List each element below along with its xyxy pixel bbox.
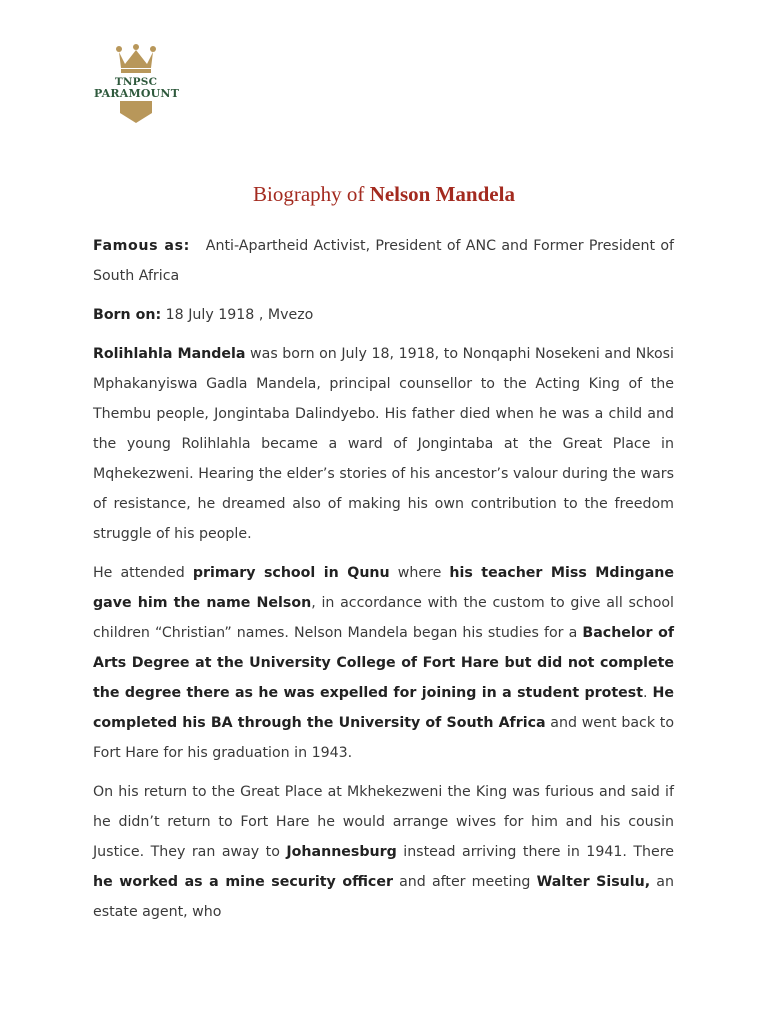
born-on-line <box>93 300 674 330</box>
para2-text-4: . <box>643 685 653 701</box>
para3-bold-2: he worked as a mine security officer <box>93 874 393 890</box>
logo-text-line1: TNPSC <box>114 76 158 88</box>
crown-icon <box>115 44 157 74</box>
paragraph-1 <box>93 339 674 549</box>
born-on-label: Born on: <box>93 307 162 323</box>
para2-bold-4: He completed his BA through the University of South Africa <box>93 685 674 731</box>
famous-as-label: Famous as: <box>93 238 190 254</box>
page-title <box>0 182 768 207</box>
document-body <box>93 231 674 936</box>
para3-text-4: an estate agent, who <box>93 874 674 920</box>
title-prefix: Biography of <box>253 182 370 206</box>
para3-text-3: and after meeting <box>392 874 537 890</box>
para2-bold-3: Bachelor of Arts Degree at the University College of Fort Hare but did not complete the degree there as he was expelled for joining in a student protest <box>93 625 674 701</box>
para3-bold-3: Walter Sisulu, <box>536 874 651 890</box>
paragraph-3 <box>93 777 674 927</box>
para3-bold-1: Johannesburg <box>286 844 397 860</box>
famous-as-line <box>93 231 674 291</box>
para2-text-2: where <box>389 565 450 581</box>
para2-text-1: He attended <box>93 565 193 581</box>
title-name: Nelson Mandela <box>369 182 515 206</box>
para3-text-1: On his return to the Great Place at Mkhekezweni the King was furious and said if he didn’t return to Fort Hare he would arrange wives for him and his cousin Justice. They ran away to <box>93 784 674 860</box>
shield-base-icon <box>118 101 154 123</box>
para2-text-3: , in accordance with the custom to give all school children “Christian” names. Nelson Mandela began his studies for a <box>93 595 674 641</box>
logo <box>94 44 178 124</box>
famous-as-value: Anti-Apartheid Activist, President of ANC and Former President of South Africa <box>93 238 675 284</box>
born-on-value: 18 July 1918 , Mvezo <box>165 307 314 323</box>
para1-bold-name: Rolihlahla Mandela <box>93 346 246 362</box>
para2-bold-1: primary school in Qunu <box>192 565 390 581</box>
para2-text-5: and went back to Fort Hare for his graduation in 1943. <box>93 715 674 761</box>
para1-text: was born on July 18, 1918, to Nonqaphi Nosekeni and Nkosi Mphakanyiswa Gadla Mandela, principal counsellor to the Acting King of the Thembu people, Jongintaba Dalindyebo. His father died when he was a child and the young Rolihlahla became a ward of Jongintaba at the Great Place in Mqhekezweni. Hearing the elder’s stories of his ancestor’s valour during the wars of resistance, he dreamed also of making his own contribution to the freedom struggle of his people. <box>93 346 675 542</box>
para2-bold-2: his teacher Miss Mdingane gave him the name Nelson <box>93 565 674 611</box>
para3-text-2: instead arriving there in 1941. There <box>396 844 675 860</box>
logo-text-line2: PARAMOUNT <box>94 87 180 100</box>
paragraph-2 <box>93 558 674 768</box>
